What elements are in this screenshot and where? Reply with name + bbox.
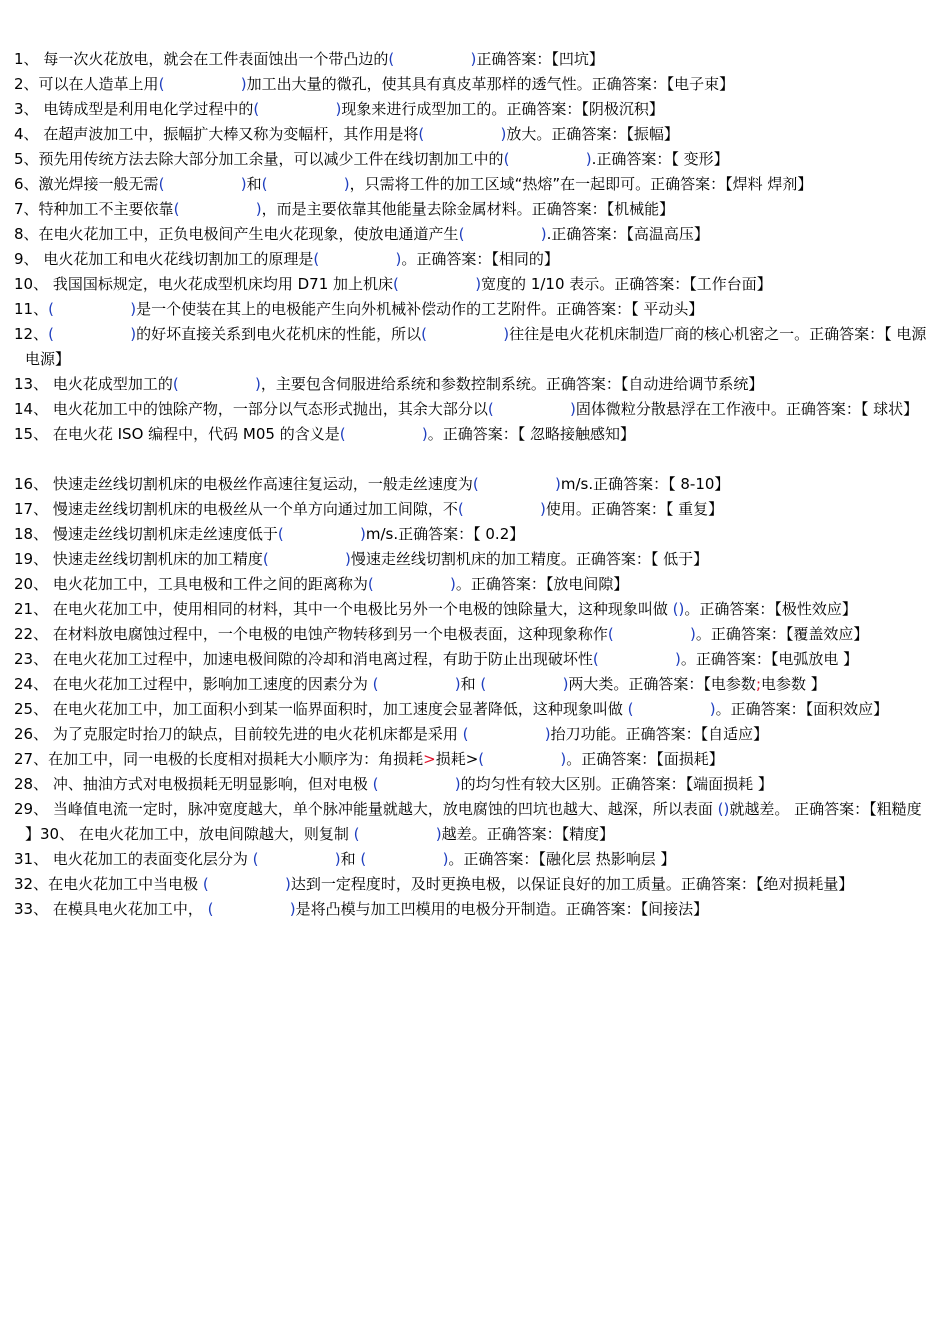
question-text: 宽度的 1/10 表示。正确答案：【工作台面】 <box>481 275 772 293</box>
question-text: 电火花加工中，工具电极和工件之间的距离称为 <box>48 575 368 593</box>
answer-blank: ( ) <box>462 725 551 743</box>
question-text: 在电火花 ISO 编程中，代码 M05 的含义是 <box>48 425 340 443</box>
question-text: 在加工中，同一电极的长度相对损耗大小顺序为：角损耗 <box>48 750 424 768</box>
answer-blank: ( ) <box>487 400 576 418</box>
question-text: 慢速走丝线切割机床走丝速度低于 <box>48 525 278 543</box>
question-line <box>14 672 928 697</box>
question-number: 26、 <box>14 725 49 743</box>
answer-blank: ( ) <box>202 875 291 893</box>
question-text: 电参数 】 <box>761 675 826 693</box>
question-text: 是一个使装在其上的电极能产生向外机械补偿动作的工艺附件。正确答案：【 平动头】 <box>136 300 704 318</box>
answer-blank: ( ) <box>252 850 341 868</box>
question-text: ，只需将工件的加工区域“热熔”在一起即可。正确答案：【焊料 焊剂】 <box>349 175 813 193</box>
question-text: 冲、抽油方式对电极损耗无明显影响，但对电极 <box>48 775 373 793</box>
question-line <box>14 847 928 872</box>
question-text: 。正确答案：【面积效应】 <box>715 700 889 718</box>
answer-blank: ( ) <box>353 825 442 843</box>
question-text: 在电火花加工过程中，加速电极间隙的冷却和消电离过程，有助于防止出现破坏性 <box>48 650 593 668</box>
answer-blank: ( ) <box>313 250 402 268</box>
question-line <box>14 272 928 297</box>
question-line <box>14 622 928 647</box>
answer-blank: ( ) <box>207 900 296 918</box>
answer-blank: ( ) <box>418 125 507 143</box>
question-number: 4、 <box>14 125 39 143</box>
question-number: 7、 <box>14 200 39 218</box>
question-text: 是将凸模与加工凹模用的电极分开制造。正确答案：【间接法】 <box>295 900 709 918</box>
question-line <box>14 122 928 147</box>
question-number: 9、 <box>14 250 39 268</box>
question-text: 。正确答案：【极性效应】 <box>684 600 857 618</box>
question-number: 24、 <box>14 675 49 693</box>
question-text: 和 <box>246 175 262 193</box>
question-number: 18、 <box>14 525 49 543</box>
question-number: 28、 <box>14 775 49 793</box>
question-text: 慢速走丝线切割机床的电极丝从一个单方向通过加工间隙，不 <box>48 500 458 518</box>
answer-blank: ( ) <box>372 775 461 793</box>
question-line <box>14 472 928 497</box>
question-number: 3、 <box>14 100 39 118</box>
question-text: 激光焊接一般无需 <box>38 175 159 193</box>
answer-blank: ( ) <box>372 675 461 693</box>
question-text: 特种加工不主要依靠 <box>38 200 174 218</box>
question-line <box>14 722 928 747</box>
answer-blank: ( ) <box>158 75 247 93</box>
question-line <box>14 397 928 422</box>
answer-blank: ( ) <box>393 275 482 293</box>
question-text: 在电火花加工过程中，影响加工速度的因素分为 <box>48 675 373 693</box>
question-line <box>14 522 928 547</box>
question-line <box>14 597 928 622</box>
question-text: .正确答案：【 变形】 <box>591 150 729 168</box>
answer-blank: ( ) <box>457 500 546 518</box>
question-text: 在超声波加工中，振幅扩大棒又称为变幅杆，其作用是将 <box>38 125 419 143</box>
question-line <box>14 297 928 322</box>
question-text: 就越差。 正确答案：【粗糙度 】30、 在电火花加工中，放电间隙越大，则复制 <box>25 800 922 843</box>
question-number: 29、 <box>14 800 49 818</box>
question-text: 。正确答案：【 忽略接触感知】 <box>427 425 635 443</box>
question-number: 19、 <box>14 550 49 568</box>
question-line <box>14 897 928 922</box>
answer-blank: ( ) <box>458 225 547 243</box>
question-text: 使用。正确答案：【 重复】 <box>545 500 724 518</box>
answer-blank: ( ) <box>253 100 342 118</box>
question-text: 。正确答案：【面损耗】 <box>566 750 724 768</box>
question-number: 27、 <box>14 750 49 768</box>
question-text: 的均匀性有较大区别。正确答案：【端面损耗 】 <box>460 775 773 793</box>
question-line <box>14 72 928 97</box>
question-text: m/s.正确答案：【 8-10】 <box>560 475 730 493</box>
question-text: 电火花加工的表面变化层分为 <box>48 850 253 868</box>
question-line <box>14 747 928 772</box>
question-number: 16、 <box>14 475 49 493</box>
question-number: 11、 <box>14 300 49 318</box>
question-number: 13、 <box>14 375 49 393</box>
question-text: 的好坏直接关系到电火花机床的性能，所以 <box>136 325 422 343</box>
answer-blank: () <box>672 600 685 618</box>
question-line <box>14 797 928 847</box>
question-text: 预先用传统方法去除大部分加工余量，可以减少工件在线切割加工中的 <box>38 150 504 168</box>
question-text: 达到一定程度时，及时更换电极，以保证良好的加工质量。正确答案：【绝对损耗量】 <box>290 875 854 893</box>
question-number: 23、 <box>14 650 49 668</box>
question-line <box>14 47 928 72</box>
question-text: 加工出大量的微孔，使其具有真皮革那样的透气性。正确答案：【电子束】 <box>246 75 735 93</box>
answer-blank: ( ) <box>261 175 350 193</box>
question-number: 32、 <box>14 875 49 893</box>
question-text: 两大类。正确答案：【电参数 <box>568 675 756 693</box>
question-line <box>14 647 928 672</box>
question-line <box>14 772 928 797</box>
answer-blank: ( ) <box>158 175 247 193</box>
question-text: 为了克服定时抬刀的缺点，目前较先进的电火花机床都是采用 <box>48 725 463 743</box>
question-text: 在电火花加工中，加工面积小到某一临界面积时，加工速度会显著降低，这种现象叫做 <box>48 700 628 718</box>
question-line <box>14 872 928 897</box>
answer-blank: ( ) <box>48 300 137 318</box>
question-text: 慢速走丝线切割机床的加工精度。正确答案：【 低于】 <box>350 550 709 568</box>
question-text: 电火花成型加工的 <box>48 375 173 393</box>
question-text: 快速走丝线切割机床的加工精度 <box>48 550 263 568</box>
answer-blank: ( ) <box>503 150 592 168</box>
answer-blank: ( ) <box>360 850 449 868</box>
question-text: m/s.正确答案：【 0.2】 <box>365 525 525 543</box>
question-line <box>14 247 928 272</box>
question-text: 在电火花加工中当电极 <box>48 875 203 893</box>
question-text: 。正确答案：【融化层 热影响层 】 <box>448 850 676 868</box>
question-text: 在材料放电腐蚀过程中，一个电极的电蚀产物转移到另一个电极表面，这种现象称作 <box>48 625 608 643</box>
question-text: .正确答案：【高温高压】 <box>546 225 709 243</box>
answer-blank: ( ) <box>478 750 567 768</box>
answer-blank: ( ) <box>48 325 137 343</box>
question-text: 固体微粒分散悬浮在工作液中。正确答案：【 球状】 <box>575 400 919 418</box>
question-line <box>14 372 928 397</box>
question-text: 电火花加工中的蚀除产物，一部分以气态形式抛出，其余大部分以 <box>48 400 488 418</box>
question-line <box>14 547 928 572</box>
answer-blank: ( ) <box>367 575 456 593</box>
question-line <box>14 572 928 597</box>
question-number: 17、 <box>14 500 49 518</box>
question-text: 每一次火花放电，就会在工件表面蚀出一个带凸边的 <box>38 50 389 68</box>
question-line <box>14 147 928 172</box>
question-line <box>14 97 928 122</box>
question-line <box>14 697 928 722</box>
question-line <box>14 322 928 372</box>
question-line <box>14 422 928 447</box>
question-number: 25、 <box>14 700 49 718</box>
question-number: 12、 <box>14 325 49 343</box>
answer-blank: ( ) <box>388 50 477 68</box>
question-text: 放大。正确答案：【振幅】 <box>506 125 679 143</box>
question-number: 15、 <box>14 425 49 443</box>
question-text: 和 <box>460 675 481 693</box>
answer-blank: ( ) <box>173 200 262 218</box>
answer-blank: ( ) <box>421 325 510 343</box>
question-text: 。正确答案：【电弧放电 】 <box>680 650 859 668</box>
question-number: 22、 <box>14 625 49 643</box>
question-text: 电铸成型是利用电化学过程中的 <box>38 100 254 118</box>
question-number: 10、 <box>14 275 49 293</box>
question-number: 20、 <box>14 575 49 593</box>
answer-blank: ( ) <box>339 425 428 443</box>
question-text: 在电火花加工中，正负电极间产生电火花现象，使放电通道产生 <box>38 225 459 243</box>
question-line <box>14 197 928 222</box>
answer-blank: ( ) <box>262 550 351 568</box>
question-text: ，而是主要依靠其他能量去除金属材料。正确答案：【机械能】 <box>261 200 675 218</box>
question-text: 在电火花加工中，使用相同的材料，其中一个电极比另外一个电极的蚀除量大，这种现象叫做 <box>48 600 673 618</box>
question-text: 当峰值电流一定时，脉冲宽度越大，单个脉冲能量就越大，放电腐蚀的凹坑也越大、越深，所以表面 <box>48 800 718 818</box>
answer-blank: ( ) <box>607 625 696 643</box>
question-text: 。正确答案：【相同的】 <box>401 250 559 268</box>
question-line <box>14 222 928 247</box>
question-text: 现象来进行成型加工的。正确答案：【阴极沉积】 <box>341 100 664 118</box>
question-number: 31、 <box>14 850 49 868</box>
question-text: 。正确答案：【覆盖效应】 <box>695 625 869 643</box>
question-text: 损耗> <box>435 750 479 768</box>
question-text: 正确答案：【凹坑】 <box>476 50 604 68</box>
question-number: 14、 <box>14 400 49 418</box>
question-text: 。正确答案：【放电间隙】 <box>455 575 629 593</box>
question-line <box>14 172 928 197</box>
question-text: 电火花加工和电火花线切割加工的原理是 <box>38 250 314 268</box>
marker-symbol: > <box>423 750 436 768</box>
answer-blank: ( ) <box>472 475 561 493</box>
question-text: 往往是电火花机床制造厂商的核心机密之一。正确答案：【 电源 电源】 <box>25 325 927 368</box>
question-text: 快速走丝线切割机床的电极丝作高速往复运动，一般走丝速度为 <box>48 475 473 493</box>
answer-blank: ( ) <box>277 525 366 543</box>
question-number: 8、 <box>14 225 39 243</box>
question-text: 和 <box>340 850 361 868</box>
question-number: 5、 <box>14 150 39 168</box>
answer-blank: ( ) <box>592 650 681 668</box>
question-number: 6、 <box>14 175 39 193</box>
answer-blank: () <box>717 800 730 818</box>
question-text: ，主要包含伺服进给系统和参数控制系统。正确答案：【自动进给调节系统】 <box>260 375 764 393</box>
answer-blank: ( ) <box>627 700 716 718</box>
marker-symbol: ; <box>755 675 761 693</box>
question-number: 21、 <box>14 600 49 618</box>
answer-blank: ( ) <box>172 375 261 393</box>
answer-blank: ( ) <box>480 675 569 693</box>
question-text: 在模具电火花加工中， <box>48 900 208 918</box>
question-number: 33、 <box>14 900 49 918</box>
question-number: 1、 <box>14 50 39 68</box>
question-text: 越差。正确答案：【精度】 <box>441 825 615 843</box>
question-line <box>14 497 928 522</box>
question-text: 我国国标规定，电火花成型机床均用 D71 加上机床 <box>48 275 394 293</box>
question-number: 2、 <box>14 75 39 93</box>
question-text: 可以在人造革上用 <box>38 75 159 93</box>
question-text: 抬刀功能。正确答案：【自适应】 <box>550 725 769 743</box>
